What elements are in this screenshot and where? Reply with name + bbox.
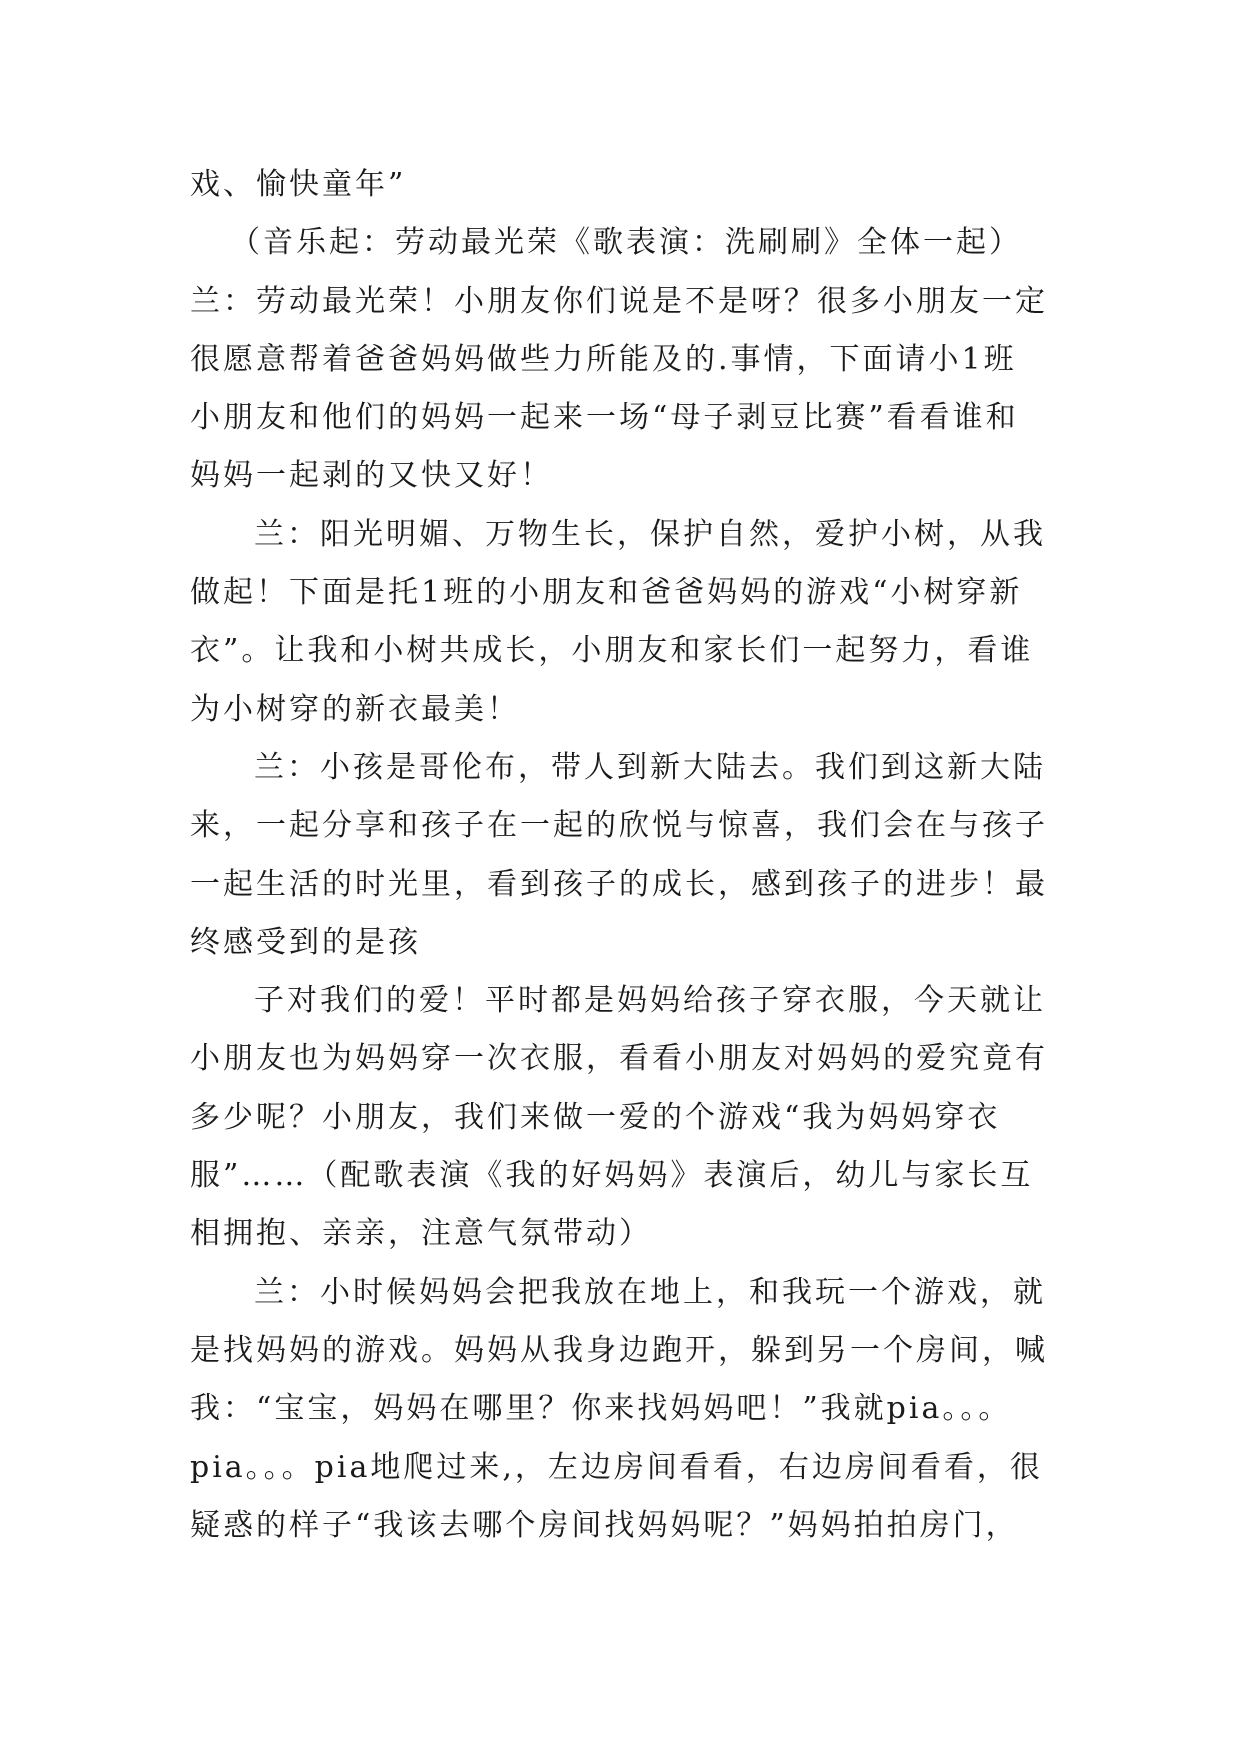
text-line: 服”……（配歌表演《我的好妈妈》表演后，幼儿与家长互	[190, 1158, 1034, 1194]
text-line: 兰：劳动最光荣！小朋友你们说是不是呀？很多小朋友一定	[190, 283, 1048, 319]
body-text	[190, 156, 1070, 1555]
text-line: 多少呢？小朋友，我们来做一爱的个游戏“我为妈妈穿衣	[190, 1099, 1001, 1135]
text-line: 为小树穿的新衣最美！	[190, 691, 520, 727]
text-line: 做起！下面是托1班的小朋友和爸爸妈妈的游戏“小树穿新	[190, 575, 1023, 611]
text-line: pia。。。pia地爬过来,，左边房间看看，右边房间看看，很	[190, 1449, 1043, 1485]
text-line: 衣”。让我和小树共成长，小朋友和家长们一起努力，看谁	[190, 633, 1034, 669]
text-line: 疑惑的样子“我该去哪个房间找妈妈呢？”妈妈拍拍房门，	[190, 1507, 1019, 1543]
text-line: 小朋友和他们的妈妈一起来一场“母子剥豆比赛”看看谁和	[190, 400, 1019, 436]
text-line: 是找妈妈的游戏。妈妈从我身边跑开，躲到另一个房间，喊	[190, 1332, 1048, 1368]
text-line: 子对我们的爱！平时都是妈妈给孩子穿衣服，今天就让	[254, 983, 1046, 1019]
text-line: 来，一起分享和孩子在一起的欣悦与惊喜，我们会在与孩子	[190, 808, 1048, 844]
text-line: 我：“宝宝，妈妈在哪里？你来找妈妈吧！”我就pia。。。	[190, 1391, 1012, 1427]
text-line: 戏、愉快童年”	[190, 167, 407, 202]
text-line: 很愿意帮着爸爸妈妈做些力所能及的.事情，下面请小1班	[190, 341, 1017, 377]
text-line: 兰：阳光明媚、万物生长，保护自然，爱护小树，从我	[254, 516, 1046, 552]
text-line: 兰：小时候妈妈会把我放在地上，和我玩一个游戏，就	[254, 1274, 1046, 1310]
text-line: 小朋友也为妈妈穿一次衣服，看看小朋友对妈妈的爱究竟有	[190, 1041, 1048, 1077]
text-line: 相拥抱、亲亲，注意气氛带动）	[190, 1216, 652, 1252]
text-line: （音乐起：劳动最光荣《歌表演：洗刷刷》全体一起）	[230, 225, 1022, 261]
text-line: 兰：小孩是哥伦布，带人到新大陆去。我们到这新大陆	[254, 749, 1046, 785]
text-line: 一起生活的时光里，看到孩子的成长，感到孩子的进步！最	[190, 866, 1048, 902]
text-line: 妈妈一起剥的又快又好！	[190, 458, 553, 494]
text-line: 终感受到的是孩	[190, 924, 421, 960]
